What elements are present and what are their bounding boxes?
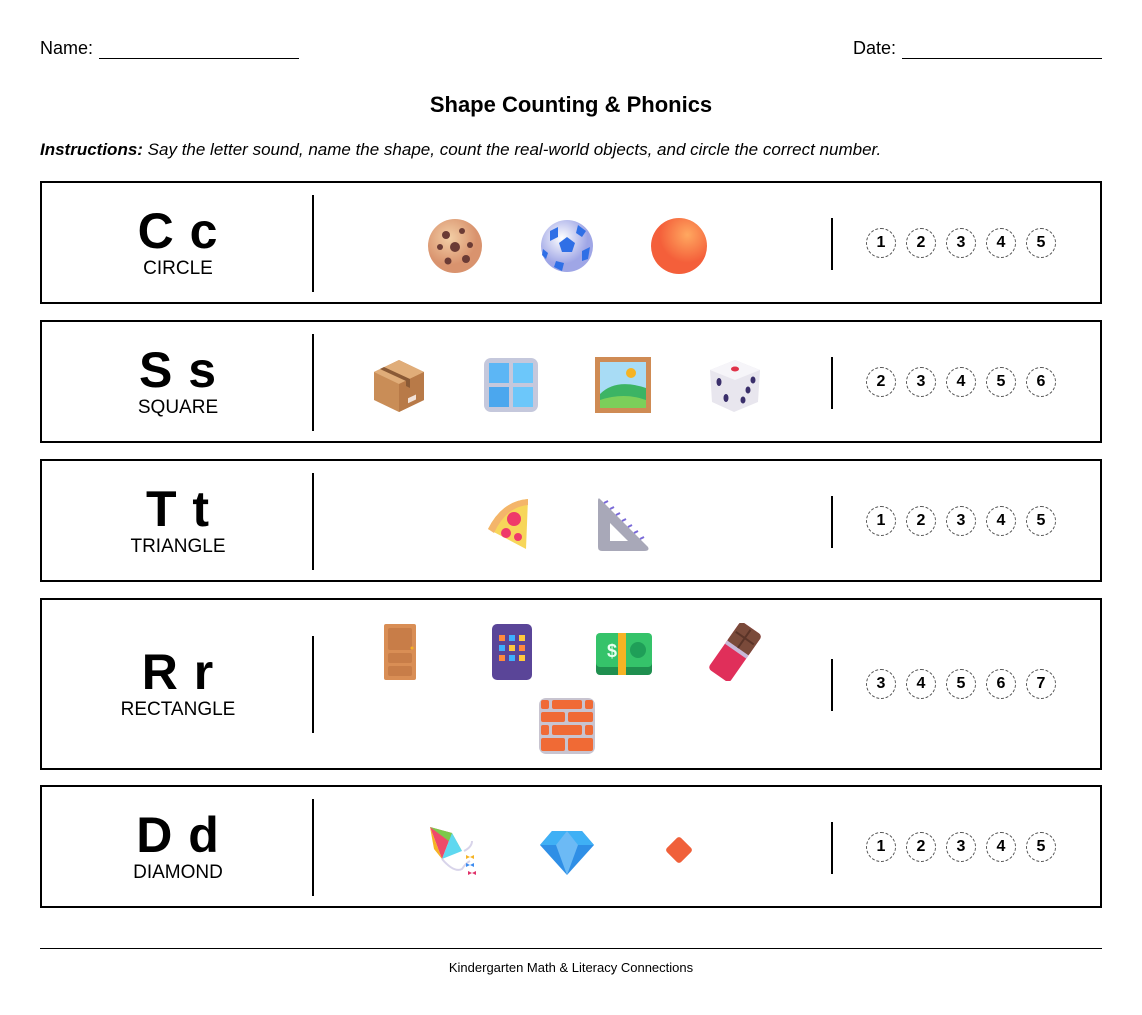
objects-area [314, 787, 831, 906]
letter-pair: C c [137, 202, 219, 259]
framed-picture-icon [594, 356, 652, 414]
number-choice-7[interactable]: 7 [1026, 669, 1056, 699]
triangular-ruler-icon [594, 495, 652, 553]
number-choices [866, 322, 1056, 441]
footer-text: Kindergarten Math & Literacy Connections [448, 960, 694, 975]
number-choice-4[interactable]: 4 [986, 832, 1016, 862]
number-choice-2[interactable]: 2 [906, 832, 936, 862]
number-choices [866, 600, 1056, 768]
divider [831, 822, 833, 874]
orange-circle-icon [650, 217, 708, 275]
divider [831, 218, 833, 270]
gem-stone-icon [538, 821, 596, 879]
door-icon [370, 623, 428, 681]
letter-column [42, 183, 314, 302]
shape-name: TRIANGLE [130, 535, 226, 557]
number-choice-3[interactable]: 3 [866, 669, 896, 699]
objects-area [314, 183, 831, 302]
letter-column [42, 322, 314, 441]
name-label: Name: [40, 38, 94, 58]
worksheet-row-rectangle [40, 598, 1102, 770]
number-choices [866, 183, 1056, 302]
number-choice-1[interactable]: 1 [866, 228, 896, 258]
cookie-icon [426, 217, 484, 275]
number-choice-4[interactable]: 4 [986, 506, 1016, 536]
letter-pair: R r [141, 644, 215, 700]
number-choice-5[interactable]: 5 [1026, 228, 1056, 258]
worksheet-row-circle [40, 181, 1102, 304]
number-choice-4[interactable]: 4 [946, 367, 976, 397]
divider [831, 496, 833, 548]
number-choice-4[interactable]: 4 [986, 228, 1016, 258]
package-icon [370, 356, 428, 414]
worksheet-row-square [40, 320, 1102, 443]
date-field[interactable] [853, 38, 1102, 59]
objects-area [314, 322, 831, 441]
number-choice-3[interactable]: 3 [946, 228, 976, 258]
chocolate-bar-icon [706, 623, 764, 681]
number-choice-5[interactable]: 5 [946, 669, 976, 699]
instructions [40, 140, 881, 160]
name-field[interactable] [40, 38, 299, 59]
letter-pair: T t [145, 480, 211, 537]
window-icon [482, 356, 540, 414]
divider [831, 659, 833, 711]
number-choice-2[interactable]: 2 [866, 367, 896, 397]
letter-column [42, 461, 314, 580]
number-choice-1[interactable]: 1 [866, 506, 896, 536]
instructions-text: Say the letter sound, name the shape, count the real-world objects, and circle the correct number. [142, 140, 882, 159]
die-icon [706, 356, 764, 414]
number-choice-3[interactable]: 3 [946, 832, 976, 862]
shape-name: RECTANGLE [120, 699, 236, 720]
number-choice-5[interactable]: 5 [1026, 832, 1056, 862]
instructions-label: Instructions: [40, 140, 143, 159]
mobile-phone-icon [482, 623, 540, 681]
number-choice-6[interactable]: 6 [1026, 367, 1056, 397]
letter-column [42, 787, 314, 906]
svg-text:$: $ [607, 641, 618, 661]
objects-area [314, 461, 831, 580]
number-choice-6[interactable]: 6 [986, 669, 1016, 699]
shape-name: SQUARE [137, 396, 219, 418]
brick-icon [538, 697, 596, 755]
number-choices [866, 461, 1056, 580]
name-blank-line[interactable] [99, 40, 299, 59]
footer-divider [40, 948, 1102, 949]
kite-icon [426, 821, 484, 879]
shape-name: DIAMOND [133, 861, 223, 883]
number-choice-5[interactable]: 5 [986, 367, 1016, 397]
number-choice-1[interactable]: 1 [866, 832, 896, 862]
number-choice-5[interactable]: 5 [1026, 506, 1056, 536]
header-row [40, 38, 1102, 62]
page-title: Shape Counting & Phonics [429, 92, 713, 117]
number-choice-2[interactable]: 2 [906, 228, 936, 258]
date-label: Date: [852, 38, 896, 58]
worksheet-row-triangle [40, 459, 1102, 582]
number-choice-4[interactable]: 4 [906, 669, 936, 699]
dollar-banknote-icon [594, 623, 652, 681]
orange-diamond-icon [650, 821, 708, 879]
letter-column [42, 600, 314, 768]
number-choice-3[interactable]: 3 [946, 506, 976, 536]
number-choice-3[interactable]: 3 [906, 367, 936, 397]
objects-area [314, 600, 831, 768]
soccer-ball-icon [538, 217, 596, 275]
shape-name: CIRCLE [143, 257, 213, 279]
worksheet-row-diamond [40, 785, 1102, 908]
date-blank-line[interactable] [902, 40, 1102, 59]
number-choices [866, 787, 1056, 906]
letter-pair: D d [136, 806, 220, 863]
number-choice-2[interactable]: 2 [906, 506, 936, 536]
pizza-slice-icon [482, 495, 540, 553]
letter-pair: S s [138, 341, 218, 398]
divider [831, 357, 833, 409]
